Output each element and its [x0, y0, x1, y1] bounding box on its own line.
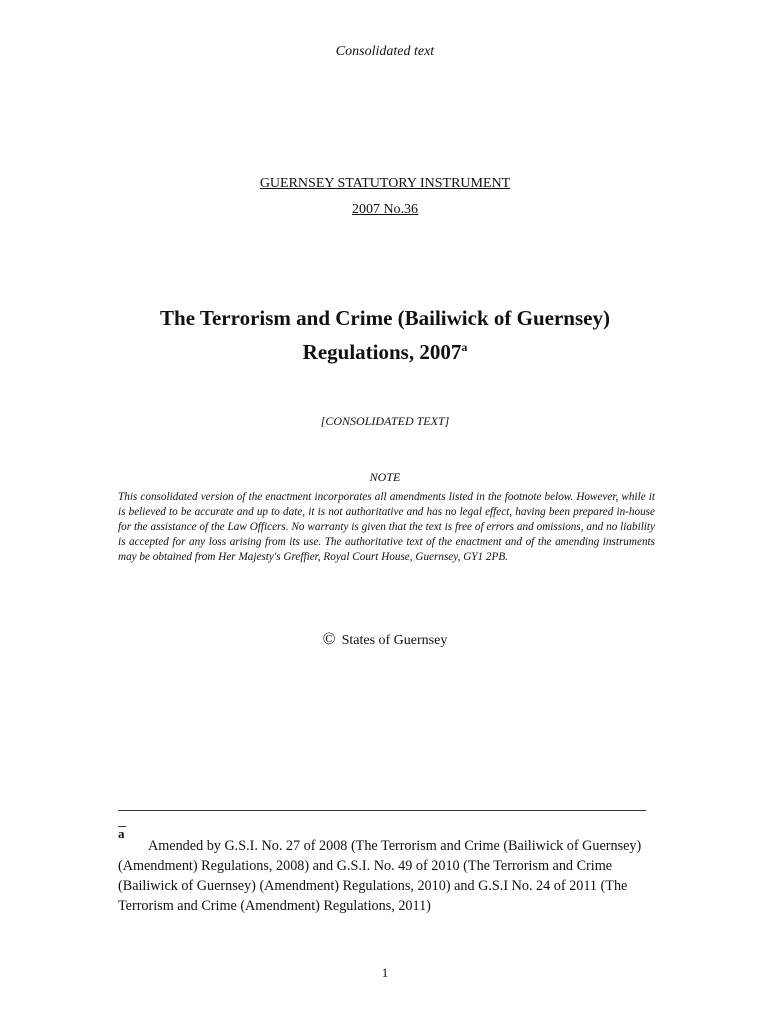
instrument-block: [0, 171, 770, 223]
title-footnote-ref: a: [461, 340, 468, 354]
title-line-1: The Terrorism and Crime (Bailiwick of Guernsey): [160, 306, 610, 330]
footnote-mark: a: [118, 826, 125, 841]
copyright-text: States of Guernsey: [341, 633, 448, 648]
page-number: 1: [381, 965, 389, 980]
title-line-2: [0, 335, 770, 369]
instrument-number: 2007 No.36: [351, 202, 419, 217]
instrument-type: GUERNSEY STATUTORY INSTRUMENT: [259, 176, 511, 191]
note-heading: NOTE: [369, 470, 401, 484]
note-body: This consolidated version of the enactment incorporates all amendments listed in the footnote below. However, while it is believed to be accurate and up to date, it is not authoritative and has no legal effect, having been prepared in-house for the assistance of the Law Officers. No warranty is given that the text is free of errors and omissions, and no liability is accepted for any loss arising from its use. The authoritative text of the enactment and of the amending instruments may be obtained from Her Majesty's Greffier, Royal Court House, Guernsey, GY1 2PB.: [118, 491, 655, 563]
footnote-text: Amended by G.S.I. No. 27 of 2008 (The Terrorism and Crime (Bailiwick of Guernsey) (Amendment) Regulations, 2008) and G.S.I. No. 49 of 2010 (The Terrorism and Crime (Bailiwick of Guernsey) (Amendment) Regulations, 2010) and G.S.I No. 24 of 2011 (The Terrorism and Crime (Amendment) Regulations, 2011): [118, 838, 642, 914]
title-line-2-text: Regulations, 2007: [302, 340, 462, 364]
consolidated-label: [CONSOLIDATED TEXT]: [320, 414, 450, 428]
copyright-icon: ©: [322, 629, 336, 648]
running-header: Consolidated text: [335, 44, 435, 59]
document-title: [0, 301, 770, 369]
footnote-separator: [118, 810, 646, 811]
copyright-line: [0, 629, 770, 649]
